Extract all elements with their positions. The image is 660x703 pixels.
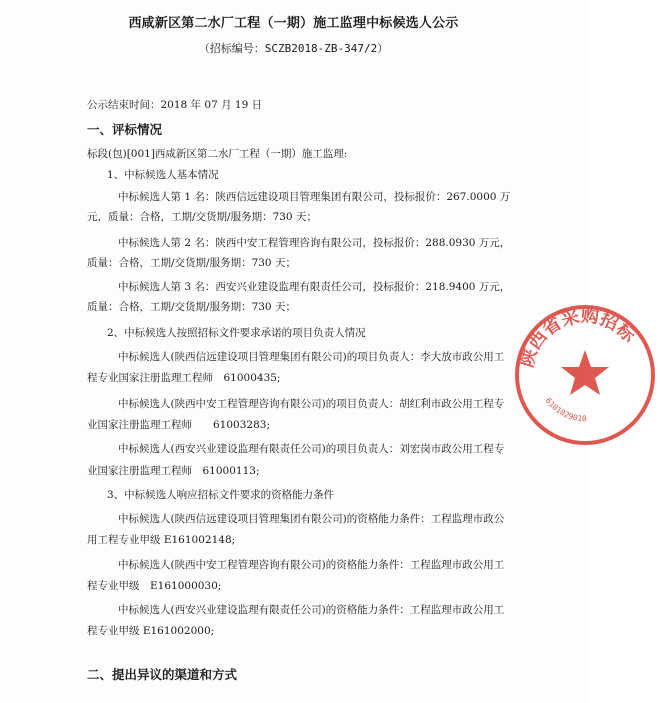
leader-2-line-2: 业国家注册监理工程师 61003283; xyxy=(87,419,270,431)
section-heading-objection: 二、提出异议的渠道和方式 xyxy=(87,667,238,682)
qualification-1-line-2: 用工程专业甲级 E161002148; xyxy=(87,534,236,546)
qualification-2-line-1: 中标候选人(陕西中安工程管理咨询有限公司)的资格能力条件：工程监理市政公用工 xyxy=(118,559,505,571)
candidate-2-line-2: 质量：合格，工期/交货期/服务期：730 天； xyxy=(87,257,296,269)
candidate-2-line-1: 中标候选人第 2 名：陕西中安工程管理咨询有限公司，投标报价：288.0930 万元， xyxy=(118,237,511,249)
candidate-1-line-1: 中标候选人第 1 名：陕西信远建设项目管理集团有限公司，投标报价：267.0000 万 xyxy=(118,191,511,203)
official-seal-stamp xyxy=(510,300,660,450)
qualification-2-line-2: 程专业甲级 E161000030; xyxy=(87,580,222,592)
document-subtitle: （招标编号：SCZB2018-ZB-347/2） xyxy=(198,42,389,55)
qualification-3-line-1: 中标候选人(西安兴业建设监理有限责任公司)的资格能力条件：工程监理市政公用工 xyxy=(118,604,505,616)
leader-2-line-1: 中标候选人(陕西中安工程管理咨询有限公司)的项目负责人：胡红利市政公用工程专 xyxy=(118,398,505,410)
leader-1-line-1: 中标候选人(陕西信远建设项目管理集团有限公司)的项目负责人：李大放市政公用工 xyxy=(118,351,505,363)
qualification-1-line-1: 中标候选人(陕西信远建设项目管理集团有限公司)的资格能力条件：工程监理市政公 xyxy=(118,513,505,525)
candidate-1-line-2: 元，质量：合格，工期/交货期/服务期：730 天； xyxy=(87,211,317,223)
leader-3-line-2: 业国家注册监理工程师 61000113; xyxy=(87,465,260,477)
document-title: 西咸新区第二水厂工程（一期）施工监理中标候选人公示 xyxy=(128,16,459,31)
seal-number: 6101029010 xyxy=(543,396,587,424)
candidate-3-line-2: 质量：合格，工期/交货期/服务期：730 天； xyxy=(87,301,296,313)
leader-3-line-1: 中标候选人(西安兴业建设监理有限责任公司)的项目负责人：刘宏岗市政公用工程专 xyxy=(118,443,505,455)
subheading-project-leaders: 2、中标候选人按照招标文件要求承诺的项目负责人情况 xyxy=(107,327,366,339)
subheading-candidates: 1、中标候选人基本情况 xyxy=(107,169,219,181)
bid-section-label: 标段(包)[001]西咸新区第二水厂工程（一期）施工监理: xyxy=(87,148,348,160)
leader-1-line-2: 程专业国家注册监理工程师 61000435; xyxy=(87,372,281,384)
seal-text: 陕西省采购招标 xyxy=(516,305,640,370)
subheading-qualifications: 3、中标候选人响应招标文件要求的资格能力条件 xyxy=(107,489,335,501)
candidate-3-line-1: 中标候选人第 3 名：西安兴业建设监理有限责任公司，投标报价：218.9400 万元， xyxy=(118,281,511,293)
star-icon xyxy=(561,350,609,395)
section-heading-evaluation: 一、评标情况 xyxy=(87,122,163,137)
qualification-3-line-2: 程专业甲级 E161002000; xyxy=(87,625,215,637)
announcement-end-time: 公示结束时间：2018 年 07 月 19 日 xyxy=(87,99,263,111)
